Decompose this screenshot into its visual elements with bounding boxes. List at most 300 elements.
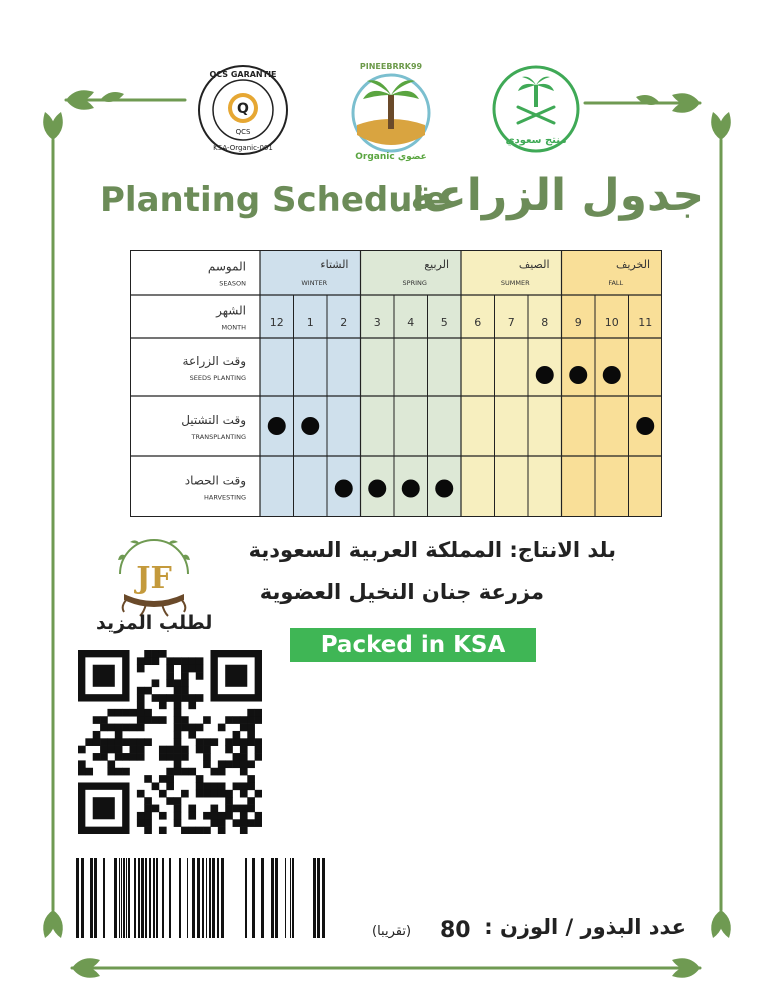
schedule-dot bbox=[335, 480, 353, 498]
month-number: 11 bbox=[638, 316, 653, 329]
season-label-ar: الخريف bbox=[615, 258, 650, 271]
origin-country: بلد الانتاج: المملكة العربية السعودية bbox=[248, 538, 616, 562]
row-label-en: MONTH bbox=[221, 323, 246, 332]
qr-module bbox=[159, 775, 167, 783]
qr-module bbox=[247, 797, 255, 805]
qr-module bbox=[166, 775, 174, 783]
schedule-dot bbox=[569, 366, 587, 384]
qr-module bbox=[203, 753, 211, 761]
qr-module bbox=[188, 665, 196, 673]
qr-module bbox=[159, 694, 167, 702]
qr-module bbox=[233, 805, 241, 813]
barcode-bar bbox=[197, 858, 200, 938]
qr-module bbox=[225, 746, 233, 754]
barcode-bar bbox=[103, 858, 105, 938]
qr-module bbox=[166, 753, 174, 761]
qr-module bbox=[203, 716, 211, 724]
qr-module bbox=[196, 657, 204, 665]
qr-module bbox=[225, 812, 233, 820]
season-label-en: SPRING bbox=[402, 279, 427, 287]
qr-module bbox=[247, 819, 255, 827]
month-number: 5 bbox=[440, 316, 448, 329]
season-column-bg bbox=[361, 250, 462, 517]
qr-module bbox=[115, 746, 123, 754]
qr-module bbox=[181, 657, 189, 665]
qr-module bbox=[233, 738, 241, 746]
qr-module bbox=[188, 702, 196, 710]
qr-module bbox=[107, 738, 115, 746]
qr-module bbox=[166, 679, 174, 687]
qr-module bbox=[166, 768, 174, 776]
qr-module bbox=[174, 716, 182, 724]
row-label-en: HARVESTING bbox=[204, 493, 246, 502]
barcode-bar bbox=[153, 858, 155, 938]
qr-module bbox=[144, 819, 152, 827]
qr-module bbox=[130, 753, 138, 761]
qr-module bbox=[137, 694, 145, 702]
row-label-en: SEEDS PLANTING bbox=[189, 374, 246, 382]
qr-module bbox=[181, 672, 189, 680]
barcode-bar bbox=[128, 858, 130, 938]
qr-module bbox=[181, 768, 189, 776]
qr-module bbox=[137, 657, 145, 665]
qr-module bbox=[137, 812, 145, 820]
qr-module bbox=[174, 731, 182, 739]
qr-module bbox=[166, 782, 174, 790]
qr-module bbox=[233, 819, 241, 827]
qr-module bbox=[144, 716, 152, 724]
qr-module bbox=[188, 694, 196, 702]
barcode-bar bbox=[322, 858, 325, 938]
qr-module bbox=[225, 665, 247, 687]
qr-module bbox=[166, 657, 174, 665]
qr-module bbox=[152, 650, 160, 658]
farm-initials: JF bbox=[136, 561, 172, 596]
qr-module bbox=[107, 724, 115, 732]
qr-module bbox=[203, 827, 211, 834]
qr-module bbox=[152, 716, 160, 724]
qr-module bbox=[144, 650, 152, 658]
qr-module bbox=[174, 679, 182, 687]
row-label-ar: وقت الحصاد bbox=[184, 473, 246, 488]
season-label-en: WINTER bbox=[301, 279, 328, 287]
qr-module bbox=[196, 827, 204, 834]
qr-module bbox=[233, 731, 241, 739]
qr-module bbox=[210, 790, 218, 798]
qr-module bbox=[196, 775, 204, 783]
qr-module bbox=[203, 738, 211, 746]
qr-module bbox=[218, 768, 226, 776]
qr-module bbox=[247, 724, 255, 732]
qr-module bbox=[255, 790, 262, 798]
qr-module bbox=[255, 812, 262, 820]
qr-module bbox=[159, 746, 167, 754]
month-number: 12 bbox=[269, 316, 284, 329]
barcode-bar bbox=[138, 858, 140, 938]
season-label-ar: الصيف bbox=[518, 258, 550, 271]
barcode-bar bbox=[313, 858, 316, 938]
qr-module bbox=[174, 753, 182, 761]
barcode-bar bbox=[209, 858, 211, 938]
farm-logo bbox=[106, 528, 202, 618]
schedule-dot bbox=[268, 417, 286, 435]
barcode-bar bbox=[76, 858, 79, 938]
qr-module bbox=[159, 790, 167, 798]
barcode-bar bbox=[141, 858, 144, 938]
qr-module bbox=[247, 805, 255, 813]
barcode-bar bbox=[202, 858, 204, 938]
qr-module bbox=[225, 760, 233, 768]
qr-module bbox=[107, 709, 115, 717]
qr-module bbox=[240, 812, 248, 820]
qr-module bbox=[78, 760, 86, 768]
qr-module bbox=[255, 738, 262, 746]
qr-module bbox=[174, 709, 182, 717]
qr-module bbox=[225, 797, 233, 805]
qr-module bbox=[166, 672, 174, 680]
order-more-label: لطلب المزيد bbox=[96, 612, 213, 634]
barcode-bar bbox=[271, 858, 274, 938]
qr-module bbox=[181, 665, 189, 673]
barcode-bar bbox=[292, 858, 294, 938]
qr-module bbox=[188, 724, 196, 732]
barcode-bar bbox=[217, 858, 219, 938]
qr-module bbox=[225, 716, 233, 724]
barcode-bar bbox=[119, 858, 120, 938]
season-label-ar: الربيع bbox=[424, 258, 449, 271]
qr-module bbox=[203, 746, 211, 754]
qr-module bbox=[166, 665, 174, 673]
qr-module bbox=[166, 797, 174, 805]
qr-module bbox=[188, 731, 196, 739]
qr-module bbox=[240, 768, 248, 776]
qr-module bbox=[188, 805, 196, 813]
qr-module bbox=[247, 760, 255, 768]
row-label-ar: الموسم bbox=[207, 259, 246, 274]
qr-module bbox=[210, 812, 218, 820]
qr-module bbox=[159, 812, 167, 820]
qr-module bbox=[174, 805, 182, 813]
barcode-bar bbox=[212, 858, 215, 938]
qr-module bbox=[196, 724, 204, 732]
qr-module bbox=[144, 797, 152, 805]
qr-module bbox=[174, 702, 182, 710]
qr-module bbox=[203, 782, 211, 790]
qr-module bbox=[181, 687, 189, 695]
qr-module bbox=[93, 716, 101, 724]
qr-module bbox=[144, 827, 152, 834]
qr-module bbox=[144, 738, 152, 746]
barcode-bar bbox=[285, 858, 286, 938]
month-number: 2 bbox=[340, 316, 348, 329]
qr-module bbox=[181, 827, 189, 834]
qr-module bbox=[93, 738, 101, 746]
month-number: 6 bbox=[474, 316, 482, 329]
qr-module bbox=[122, 724, 130, 732]
qr-module bbox=[196, 672, 204, 680]
qr-module bbox=[174, 812, 182, 820]
seed-count-value: 80 bbox=[440, 918, 471, 943]
barcode-bar bbox=[134, 858, 136, 938]
qr-module bbox=[137, 753, 145, 761]
barcode-bar bbox=[156, 858, 158, 938]
month-number: 1 bbox=[306, 316, 314, 329]
qr-module bbox=[247, 709, 255, 717]
qr-module bbox=[174, 657, 182, 665]
qr-module bbox=[240, 760, 248, 768]
qr-module bbox=[233, 716, 241, 724]
barcode-bar bbox=[81, 858, 84, 938]
qr-module bbox=[115, 768, 123, 776]
qr-module bbox=[174, 797, 182, 805]
qr-module bbox=[78, 768, 86, 776]
qr-module bbox=[137, 790, 145, 798]
qr-module bbox=[188, 657, 196, 665]
qr-module bbox=[115, 724, 123, 732]
qr-module bbox=[210, 819, 218, 827]
organic-top-text: PINEEBRRK99 bbox=[359, 62, 423, 71]
qr-module bbox=[137, 709, 145, 717]
qr-module bbox=[188, 812, 196, 820]
packed-in-badge: Packed in KSA bbox=[290, 628, 536, 662]
qr-module bbox=[152, 805, 160, 813]
barcode-bar bbox=[123, 858, 125, 938]
qr-module bbox=[218, 827, 226, 834]
qcs-letter: Q bbox=[237, 101, 249, 117]
qr-module bbox=[233, 753, 241, 761]
qr-module bbox=[181, 679, 189, 687]
qr-module bbox=[225, 805, 233, 813]
qr-module bbox=[240, 724, 248, 732]
qr-module bbox=[196, 746, 204, 754]
qr-module bbox=[196, 665, 204, 673]
qr-module bbox=[188, 827, 196, 834]
qr-module bbox=[196, 790, 204, 798]
qr-module bbox=[181, 716, 189, 724]
qr-module bbox=[181, 746, 189, 754]
qr-module bbox=[130, 709, 138, 717]
qr-module bbox=[137, 665, 145, 673]
barcode-bar bbox=[114, 858, 117, 938]
title-arabic: جدول الزراعة bbox=[410, 170, 705, 221]
qr-module bbox=[100, 724, 108, 732]
qr-module bbox=[159, 650, 167, 658]
qr-module bbox=[240, 738, 248, 746]
schedule-dot bbox=[368, 480, 386, 498]
row-label-ar: وقت الزراعة bbox=[182, 354, 246, 368]
qr-module bbox=[144, 812, 152, 820]
schedule-dot bbox=[603, 366, 621, 384]
qr-module bbox=[240, 753, 248, 761]
barcode-bar bbox=[317, 858, 320, 938]
qr-module bbox=[115, 709, 123, 717]
barcode-bar bbox=[206, 858, 207, 938]
qr-module bbox=[247, 782, 255, 790]
qr-module bbox=[137, 746, 145, 754]
month-number: 7 bbox=[507, 316, 515, 329]
qr-module bbox=[255, 753, 262, 761]
qr-module bbox=[85, 738, 93, 746]
schedule-dot bbox=[636, 417, 654, 435]
qr-module bbox=[240, 819, 248, 827]
schedule-dot bbox=[402, 480, 420, 498]
qr-module bbox=[218, 819, 226, 827]
month-number: 8 bbox=[541, 316, 549, 329]
barcode-bar bbox=[121, 858, 122, 938]
qcs-bottom-text: KSA-Organic-001 bbox=[213, 144, 273, 152]
season-column-bg bbox=[260, 250, 361, 517]
qr-module bbox=[174, 819, 182, 827]
qr-module bbox=[152, 657, 160, 665]
qr-module bbox=[152, 694, 160, 702]
barcode-bar bbox=[179, 858, 181, 938]
qr-module bbox=[210, 805, 218, 813]
barcode-bar bbox=[252, 858, 255, 938]
organic-bottom-text: Organic عضوي bbox=[355, 152, 427, 162]
qr-module bbox=[93, 665, 115, 687]
qr-module bbox=[137, 716, 145, 724]
barcode-bar bbox=[275, 858, 278, 938]
qr-module bbox=[255, 716, 262, 724]
schedule-dot bbox=[301, 417, 319, 435]
row-label-en: TRANSPLANTING bbox=[191, 433, 246, 441]
organic-palm-logo bbox=[343, 55, 439, 165]
qr-module bbox=[85, 768, 93, 776]
qr-module bbox=[233, 782, 241, 790]
qr-module bbox=[196, 694, 204, 702]
barcode-bar bbox=[126, 858, 127, 938]
planting-schedule-table bbox=[130, 250, 662, 517]
barcode-bar bbox=[261, 858, 264, 938]
qr-module bbox=[210, 768, 218, 776]
qr-code[interactable] bbox=[78, 650, 262, 834]
qr-module bbox=[218, 760, 226, 768]
qr-module bbox=[203, 790, 211, 798]
qr-module bbox=[152, 782, 160, 790]
season-label-en: FALL bbox=[608, 279, 624, 287]
qr-module bbox=[174, 724, 182, 732]
season-label-ar: الشتاء bbox=[320, 258, 349, 271]
qr-module bbox=[240, 782, 248, 790]
schedule-dot bbox=[435, 480, 453, 498]
qr-module bbox=[181, 790, 189, 798]
qr-module bbox=[144, 657, 152, 665]
qr-module bbox=[188, 768, 196, 776]
qr-module bbox=[196, 738, 204, 746]
qr-module bbox=[100, 753, 108, 761]
qr-module bbox=[174, 694, 182, 702]
qr-module bbox=[115, 753, 123, 761]
qr-module bbox=[159, 753, 167, 761]
qr-module bbox=[247, 731, 255, 739]
qr-module bbox=[225, 738, 233, 746]
qcs-middle-text: QCS bbox=[235, 128, 251, 136]
qr-module bbox=[174, 687, 182, 695]
month-number: 9 bbox=[574, 316, 582, 329]
qr-module bbox=[181, 753, 189, 761]
qr-module bbox=[137, 702, 145, 710]
qr-module bbox=[174, 738, 182, 746]
qr-module bbox=[122, 738, 130, 746]
barcode-bar bbox=[187, 858, 188, 938]
qr-module bbox=[130, 738, 138, 746]
qr-module bbox=[240, 790, 248, 798]
qr-module bbox=[100, 738, 108, 746]
qr-module bbox=[218, 812, 226, 820]
qr-module bbox=[210, 738, 218, 746]
barcode bbox=[74, 858, 340, 938]
qr-module bbox=[203, 812, 211, 820]
qr-module bbox=[247, 716, 255, 724]
qr-module bbox=[166, 694, 174, 702]
barcode-bar bbox=[245, 858, 247, 938]
qr-module bbox=[144, 775, 152, 783]
qr-module bbox=[240, 746, 248, 754]
barcode-bar bbox=[169, 858, 171, 938]
qcs-top-text: QCS GARANTIE bbox=[209, 70, 277, 79]
qr-module bbox=[93, 753, 101, 761]
saudi-product-text: منتج سعودي bbox=[505, 135, 567, 146]
qr-module bbox=[144, 687, 152, 695]
qr-module bbox=[137, 738, 145, 746]
qr-module bbox=[210, 782, 218, 790]
qr-module bbox=[137, 687, 145, 695]
qr-module bbox=[255, 819, 262, 827]
qr-module bbox=[218, 790, 226, 798]
barcode-bar bbox=[145, 858, 147, 938]
barcode-bar bbox=[149, 858, 151, 938]
qr-module bbox=[218, 782, 226, 790]
qr-module bbox=[122, 709, 130, 717]
qr-module bbox=[107, 746, 115, 754]
qr-module bbox=[181, 724, 189, 732]
qr-module bbox=[144, 709, 152, 717]
qr-module bbox=[203, 760, 211, 768]
qr-module bbox=[240, 805, 248, 813]
qr-module bbox=[115, 731, 123, 739]
qr-module bbox=[174, 760, 182, 768]
qr-module bbox=[225, 790, 233, 798]
barcode-bar bbox=[290, 858, 291, 938]
qr-module bbox=[174, 746, 182, 754]
month-number: 10 bbox=[604, 316, 619, 329]
qr-module bbox=[181, 694, 189, 702]
qr-module bbox=[137, 819, 145, 827]
qr-module bbox=[93, 797, 115, 819]
barcode-bar bbox=[192, 858, 195, 938]
qr-module bbox=[174, 768, 182, 776]
qr-module bbox=[218, 724, 226, 732]
qr-module bbox=[107, 760, 115, 768]
qr-module bbox=[100, 746, 108, 754]
title-english: Planting Schedule bbox=[100, 180, 448, 220]
qr-module bbox=[159, 716, 167, 724]
qr-module bbox=[240, 716, 248, 724]
month-number: 3 bbox=[373, 316, 381, 329]
qr-module bbox=[166, 746, 174, 754]
barcode-bar bbox=[90, 858, 93, 938]
qr-module bbox=[107, 768, 115, 776]
barcode-bar bbox=[162, 858, 164, 938]
qr-module bbox=[100, 716, 108, 724]
qr-module bbox=[159, 827, 167, 834]
row-label-ar: الشهر bbox=[216, 303, 246, 318]
qr-module bbox=[159, 702, 167, 710]
qr-module bbox=[247, 738, 255, 746]
qr-module bbox=[115, 738, 123, 746]
qr-module bbox=[233, 760, 241, 768]
row-label-en: SEASON bbox=[219, 279, 246, 288]
